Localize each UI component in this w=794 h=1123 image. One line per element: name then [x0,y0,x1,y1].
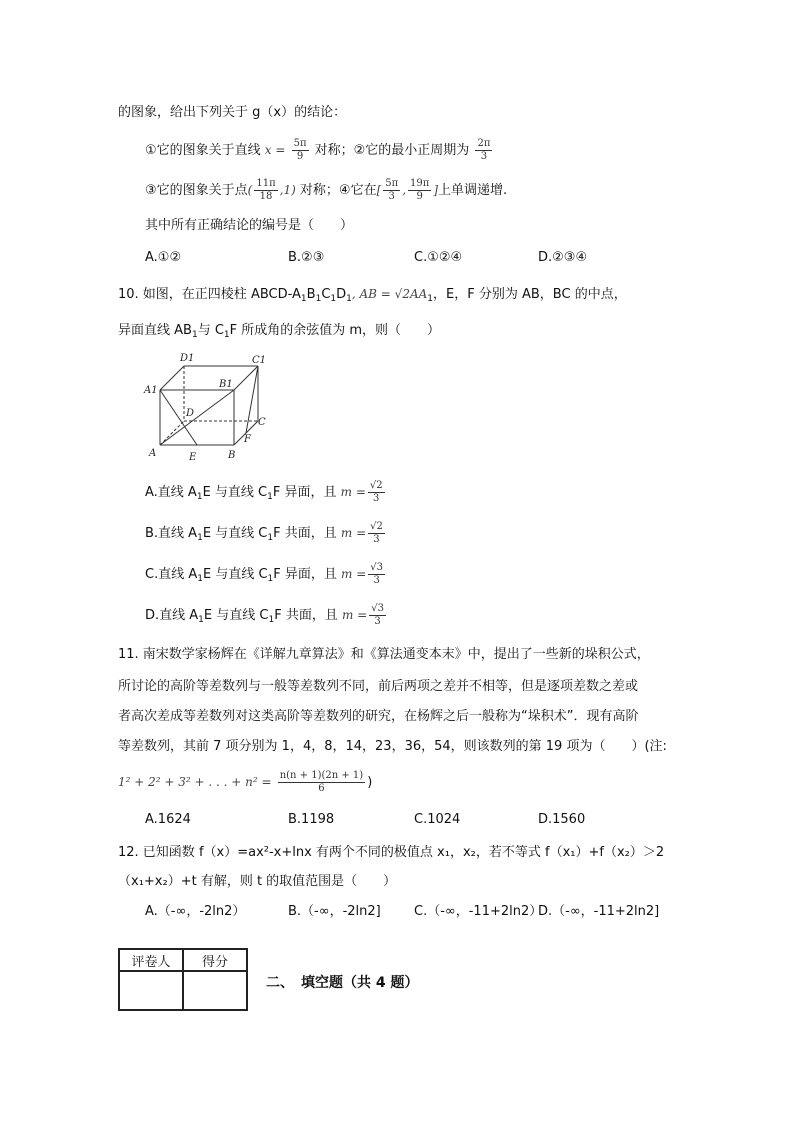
opt-sub: 1 [197,574,203,584]
q11-formula-lhs: 1² + 2² + 3² + . . . + n² = [118,775,272,789]
q10-eq: , AB = √2AA [351,287,428,301]
q11-line-1: 11. 南宋数学家杨辉在《详解九章算法》和《算法通变本末》中，提出了一些新的垛积公式， [118,647,650,662]
opt-post: F 异面，且 [272,485,337,500]
opt-sub: 1 [267,492,273,502]
q9-l2-in2d: 9 [416,191,423,202]
edge-a-d [160,421,184,445]
q9-l2-int1 [383,178,400,203]
opt-mid: E 与直线 C [203,608,269,623]
q10-option-a[interactable] [145,478,387,511]
opt-frac [368,562,385,587]
opt-den: 3 [374,616,381,627]
q11-f-den: 6 [318,783,325,794]
opt-frac [368,521,385,546]
q10-sub2: 1 [315,294,322,304]
q9-l2b: 对称；④它在 [299,183,377,198]
opt-num: √3 [371,603,384,614]
opt-m: m = [340,526,367,540]
q12-option-d[interactable]: D.（-∞，-11+2ln2] [538,904,660,919]
q11-line-3: 者高次差成等差数列对这类高阶等差数列的研究，在杨辉之后一般称为“垛积术”．现有高阶 [118,709,639,724]
q10-line-2 [118,321,440,345]
opt-post: F 共面，且 [274,608,338,623]
section-heading: 二、 填空题（共 4 题） [266,975,419,991]
q11-formula-frac [278,770,366,795]
label-d: D [186,408,195,419]
q10-l1b: ，E，F 分别为 AB，BC 的中点， [433,287,627,302]
opt-pre: C.直线 A [145,567,198,582]
opt-frac [368,480,385,505]
q9-l1a: ①它的图象关于直线 [145,143,261,158]
opt-frac [369,603,386,628]
q10-prism-figure [140,350,275,465]
q10-sub4: 1 [346,294,352,304]
opt-post: F 共面，且 [273,526,337,541]
q11-line-2: 所讨论的高阶等差数列与一般等差数列不同，前后两项之差并不相等，但是逐项差数之差或 [118,679,639,694]
q10-l2-sub: 1 [191,330,198,340]
label-b1: B1 [219,379,233,390]
q11-f-end: ) [367,775,373,790]
q11-option-d[interactable]: D.1560 [538,812,586,827]
opt-num: √3 [370,562,384,573]
opt-sub: 1 [267,533,274,543]
q12-line-2: （x₁+x₂）+t 有解，则 t 的取值范围是（ ） [118,874,397,889]
q10-l1a: 10. 如图，在正四棱柱 ABCD-A [118,287,301,302]
opt-sub: 1 [197,533,203,543]
q9-option-b[interactable]: B.②③ [288,250,325,265]
label-a: A [149,448,157,459]
q9-l2-in2n: 19π [410,178,430,189]
label-e: E [189,452,197,463]
label-b: B [228,450,236,461]
q12-option-b[interactable]: B.（-∞，-2ln2] [288,904,381,919]
segment-a-b1 [160,390,234,445]
q9-l1-frac2 [475,138,492,163]
q9-l2-in1n: 5π [385,178,399,189]
q9-l1-f2-num: 2π [477,138,491,149]
opt-pre: B.直线 A [145,526,198,541]
opt-post: F 异面，且 [273,567,337,582]
q11-f-num: n(n + 1)(2n + 1) [279,770,364,781]
q10-eq-sub: 1 [427,294,434,304]
q11-option-b[interactable]: B.1198 [288,812,335,827]
q9-l1b: 对称；②它的最小正周期为 [314,143,470,158]
q9-l2-in1d: 3 [388,191,395,202]
grader-cell[interactable] [119,971,183,1010]
q9-l1-f1-den: 9 [296,151,304,162]
grader-header: 评卷人 [119,949,183,971]
q9-stem: 其中所有正确结论的编号是（ ） [145,218,354,233]
q10-sub3: 1 [330,294,337,304]
q9-option-a[interactable]: A.①② [145,250,182,265]
opt-sub: 1 [196,492,203,502]
q9-l1-eq: x = [264,143,286,157]
intro-text: 的图象，给出下列关于 g（x）的结论： [118,105,347,120]
q11-option-c[interactable]: C.1024 [414,812,461,827]
q10-line-1 [118,284,627,309]
q10-l2b: 与 C [197,323,224,338]
q10-l2-sub2: 1 [223,330,230,340]
opt-sub: 1 [198,615,204,625]
q11-line-4: 等差数列，其前 7 项分别为 1，4，8，14，23，36，54，则该数列的第 19 项为（ ）(注: [118,739,667,754]
score-header: 得分 [183,949,247,971]
opt-num: √2 [369,480,383,491]
q11-option-a[interactable]: A.1624 [145,812,191,827]
q9-l2-pd: 18 [259,191,273,202]
opt-pre: D.直线 A [145,608,199,623]
q10-sub1: 1 [300,294,307,304]
q9-l2a: ③它的图象关于点 [145,183,248,198]
q9-option-d[interactable]: D.②③④ [538,250,588,265]
q9-conclusion-line-1 [145,136,494,165]
score-table [118,948,248,1011]
q9-conclusion-line-2: ③它的图象关于点( $\frac{11\pi}{18}$ ,1) 对称；④它在[ $\frac{5\pi}{3}$ , $\frac{19\pi}{9}$ ]上单调递增. [145,178,508,202]
q10-option-d[interactable] [145,601,388,634]
opt-m: m = [340,485,366,499]
q9-l2-int2 [408,178,431,203]
opt-den: 3 [373,575,380,586]
opt-pre: A.直线 A [145,485,197,500]
q12-option-a[interactable]: A.（-∞，-2ln2） [145,904,246,919]
q10-c: C [321,287,331,302]
q12-option-c[interactable]: C.（-∞，-11+2ln2） [414,904,543,919]
opt-den: 3 [373,493,380,504]
opt-sub: 1 [267,574,274,584]
label-c1: C1 [252,355,267,366]
q10-l2c: F 所成角的余弦值为 m，则（ ） [229,323,441,338]
opt-mid: E 与直线 C [202,526,268,541]
q10-l2a: 异面直线 AB [118,323,192,338]
q9-l1-f2-den: 3 [480,151,488,162]
q9-option-c[interactable]: C.①②④ [414,250,463,265]
q9-l1-f1-num: 5π [293,138,307,149]
label-a1: A1 [144,385,158,396]
q10-option-c[interactable] [145,560,387,593]
opt-num: √2 [370,521,383,532]
q9-l2-pn: 11π [256,178,276,189]
q11-formula [118,768,372,797]
q9-l2c: 上单调递增. [438,183,508,198]
edge-a1-d1 [160,366,184,390]
q10-d: D [336,287,347,302]
opt-sub: 1 [268,615,275,625]
q12-line-1: 12. 已知函数 f（x）=ax²-x+lnx 有两个不同的极值点 x₁，x₂，若不等式 f（x₁）+f（x₂）＞2 [118,845,665,860]
q9-l2-point-frac [254,178,277,203]
label-c: C [258,417,266,428]
score-cell[interactable] [183,971,247,1010]
q9-l2-pend: ,1) [279,183,296,197]
q10-b: B [306,287,316,302]
opt-den: 3 [373,534,380,545]
opt-m: m = [341,608,368,622]
q10-option-b[interactable] [145,519,387,552]
label-f: F [244,434,251,445]
opt-mid: E 与直线 C [202,567,268,582]
opt-m: m = [341,567,367,581]
q9-l1-frac1 [292,138,309,163]
opt-mid: E 与直线 C [202,485,268,500]
label-d1: D1 [180,353,195,364]
